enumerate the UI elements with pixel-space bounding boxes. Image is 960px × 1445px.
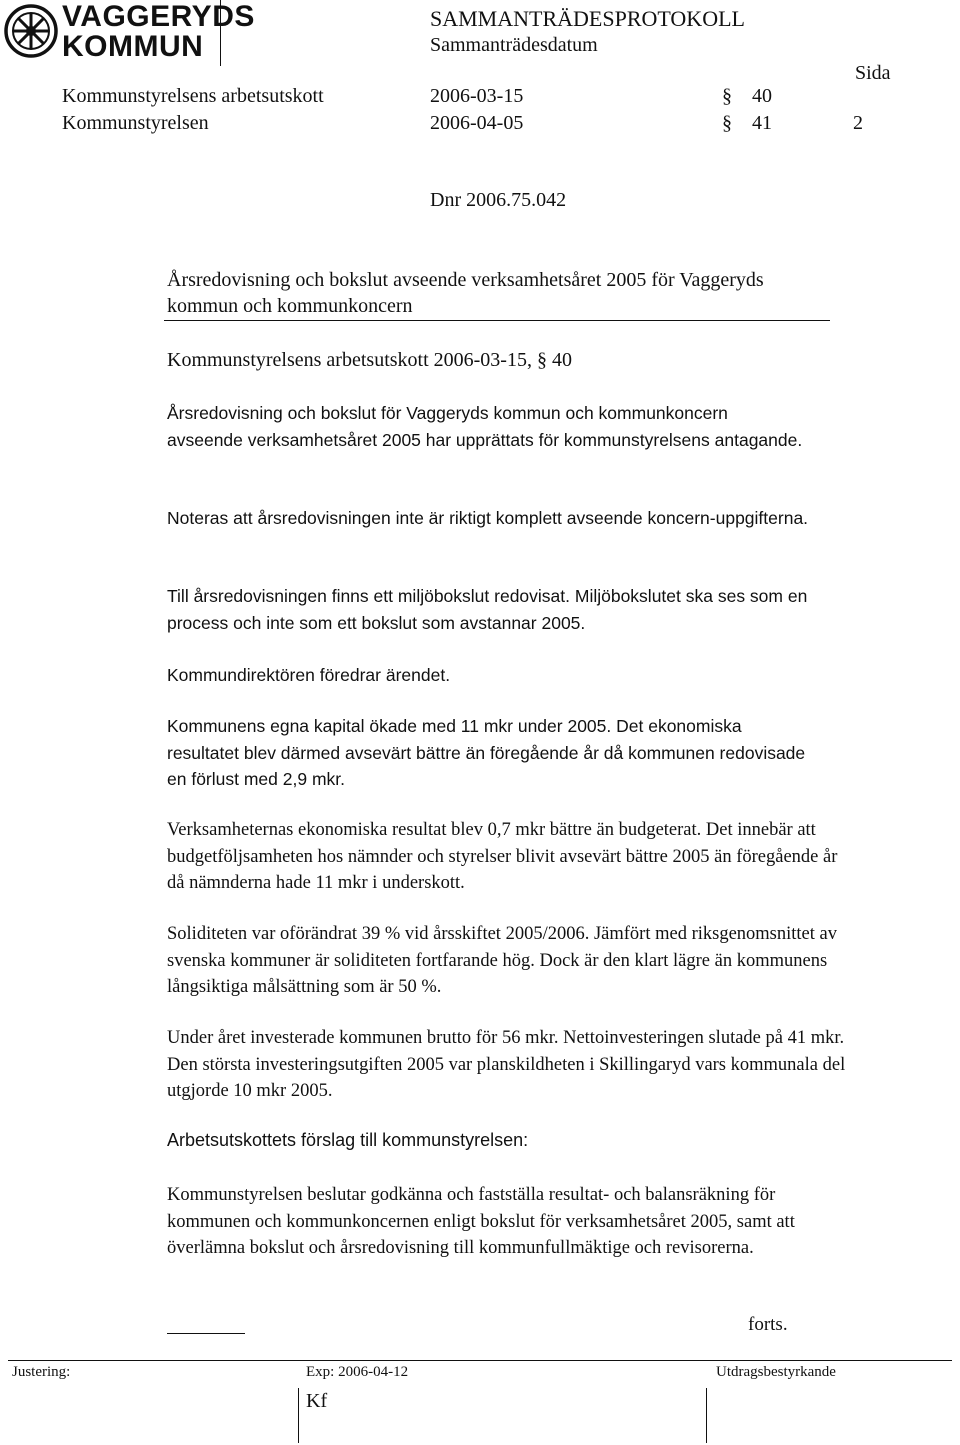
- title-underline: [164, 320, 830, 321]
- footer-kf: Kf: [306, 1390, 328, 1412]
- paragraph-7: Soliditeten var oförändrat 39 % vid årsskiftet 2005/2006. Jämfört med riksgenomsnittet av svenska kommuner är soliditeten fortfarande hög. Dock är den klart lägre än kommunens långsiktiga målsättning som är 50 %.: [167, 924, 837, 997]
- continued-marker: forts.: [748, 1314, 788, 1335]
- logo-line-2: KOMMUN: [62, 30, 204, 63]
- footer-rule: [8, 1360, 952, 1361]
- paragraph-4: Kommundirektören föredrar ärendet.: [167, 665, 451, 685]
- footer-exp: Exp: 2006-04-12: [306, 1364, 409, 1380]
- header-row-date: 2006-03-15: [430, 85, 524, 107]
- header-row-section: 41: [752, 112, 772, 134]
- header-row-section: 40: [752, 85, 772, 107]
- header-row-date: 2006-04-05: [430, 112, 524, 134]
- case-number: Dnr 2006.75.042: [430, 189, 567, 211]
- page-number: 2: [853, 112, 863, 134]
- meeting-date-label: Sammanträdesdatum: [430, 34, 598, 56]
- paragraph-6: Verksamheternas ekonomiska resultat blev 0,7 mkr bättre än budgeterat. Det innebär att budgetföljsamheten hos nämnder och styrelser blivit avsevärt bättre 2005 än föregående år då nämnderna hade 11 mkr i underskott.: [167, 820, 838, 893]
- coat-of-arms-icon: [4, 4, 58, 58]
- section-icon: §: [722, 112, 732, 134]
- paragraph-1: Årsredovisning och bokslut för Vaggeryds kommun och kommunkoncern avseende verksamhetsåret 2005 har upprättats för kommunstyrelsens antagande.: [167, 403, 803, 450]
- footer-divider-1: [298, 1388, 299, 1443]
- paragraph-8: Under året investerade kommunen brutto för 56 mkr. Nettoinvesteringen slutade på 41 mkr. Den största investeringsutgiften 2005 var planskildheten i Skillingaryd vars kommunala del utgjorde 10 mkr 2005.: [167, 1028, 846, 1101]
- logo-line-1: VAGGERYDS: [62, 0, 255, 33]
- footer-justering: Justering:: [12, 1364, 71, 1380]
- municipality-logo: [4, 0, 255, 64]
- logo-wordmark: [62, 2, 255, 62]
- proposal-text: Kommunstyrelsen beslutar godkänna och fastställa resultat- och balansräkning för kommunen och kommunkoncernen enligt bokslut för verksamhetsåret 2005, samt att överlämna bokslut och årsredovisning till kommunfullmäktige och revisorerna.: [167, 1185, 795, 1258]
- paragraph-5: Kommunens egna kapital ökade med 11 mkr under 2005. Det ekonomiska resultatet blev därmed avsevärt bättre än föregående år då kommunen redovisade en förlust med 2,9 mkr.: [167, 716, 806, 789]
- proposal-heading: Arbetsutskottets förslag till kommunstyrelsen:: [167, 1130, 529, 1150]
- page-label: Sida: [855, 62, 891, 84]
- paragraph-2: Noteras att årsredovisningen inte är riktigt komplett avseende koncern-uppgifterna.: [167, 508, 809, 528]
- footer-divider-2: [706, 1388, 707, 1443]
- header-row-body: Kommunstyrelsens arbetsutskott: [62, 85, 324, 107]
- matter-title-line-2: kommun och kommunkoncern: [167, 295, 413, 317]
- header-row-body: Kommunstyrelsen: [62, 112, 209, 134]
- document-type: SAMMANTRÄDESPROTOKOLL: [430, 6, 745, 31]
- reference-line: Kommunstyrelsens arbetsutskott 2006-03-15, § 40: [167, 349, 572, 371]
- section-icon: §: [722, 85, 732, 107]
- matter-title-line-1: Årsredovisning och bokslut avseende verksamhetsåret 2005 för Vaggeryds: [167, 269, 764, 291]
- paragraph-3: Till årsredovisningen finns ett miljöbokslut redovisat. Miljöbokslutet ska ses som en process och inte som ett bokslut som avstannar 2005.: [167, 586, 808, 633]
- logo-divider: [220, 0, 221, 66]
- footer-utdrag: Utdragsbestyrkande: [716, 1364, 836, 1380]
- continuation-line: [167, 1333, 245, 1334]
